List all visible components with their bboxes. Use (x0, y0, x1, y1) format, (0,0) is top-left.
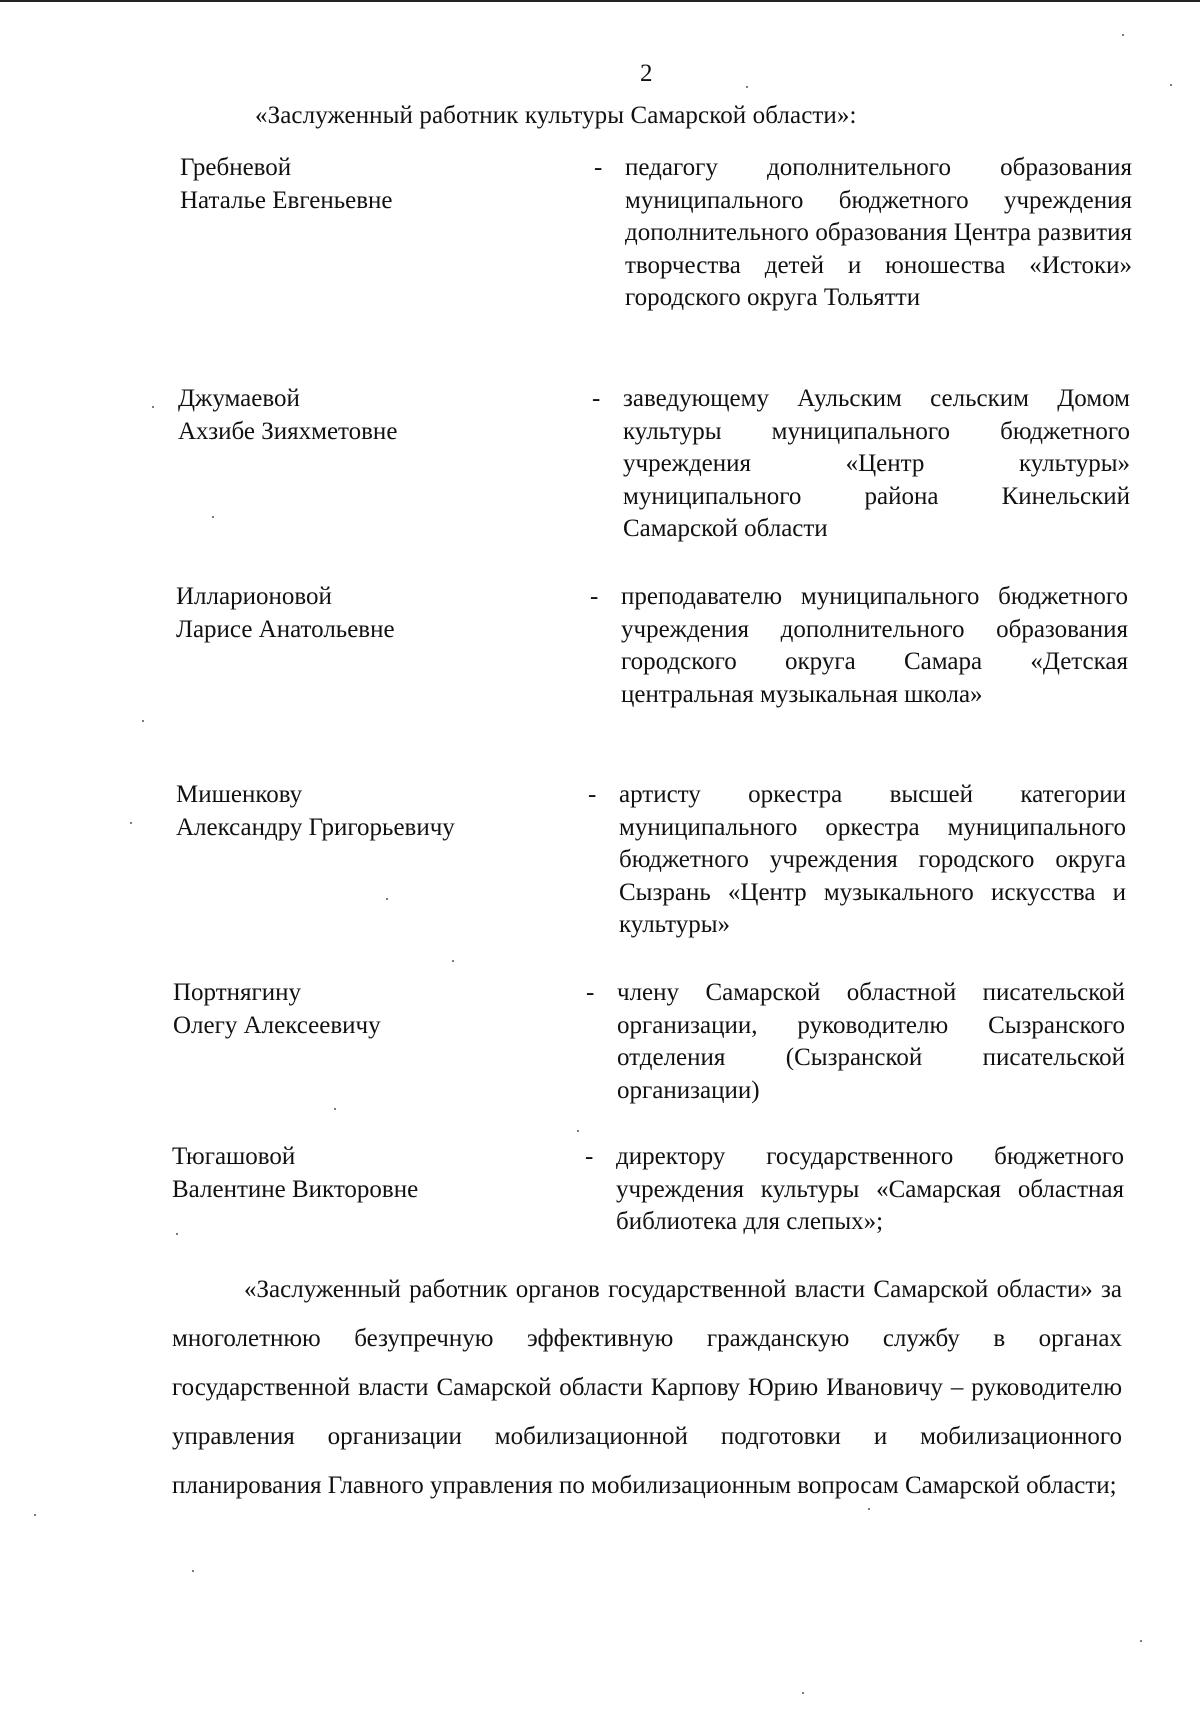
closing-paragraph: «Заслуженный работник органов государственной власти Самарской области» за многолетнюю безупречную эффективную гражданскую службу в органах государственной власти Самарской области Карпову Юрию Ивановичу – руководителю управления организации мобилизационной подготовки и мобилизационного планирования Главного управления по мобилизационным вопросам Самарской области; (172, 1276, 1122, 1499)
scan-speck (1170, 84, 1172, 86)
scan-speck (142, 720, 144, 722)
awardee-surname: Гребневой (180, 154, 292, 181)
awardee-position: преподавателю муниципального бюджетного учреждения дополнительного образования городского округа Самара «Детская центральная музыкальная школа» (621, 583, 1128, 708)
scan-speck (577, 1130, 579, 1132)
awardee-name (173, 977, 553, 1042)
scan-speck (386, 898, 388, 900)
entry-dash: - (585, 1143, 594, 1170)
awardee-surname: Джумаевой (178, 385, 300, 412)
awardee-name (176, 779, 556, 844)
awardee-position: педагогу дополнительного образования муниципального бюджетного учреждения дополнительного образования Центра развития творчества детей и юношества «Истоки» городского округа Тольятти (625, 154, 1132, 311)
awardee-given-names: Валентине Викторовне (172, 1175, 419, 1203)
entry-dash: - (586, 979, 595, 1006)
entry-dash: - (592, 385, 601, 412)
scan-speck (130, 822, 132, 824)
scan-speck (176, 1233, 178, 1235)
awardee-surname: Мишенкову (176, 781, 303, 808)
awardee-surname: Илларионовой (176, 583, 332, 610)
scan-speck (152, 406, 154, 408)
awardee-position: директору государственного бюджетного учреждения культуры «Самарская областная библиотека для слепых»; (616, 1143, 1124, 1235)
entry-dash: - (594, 154, 603, 181)
scan-speck (452, 960, 454, 962)
scan-speck (334, 1108, 336, 1110)
scan-speck (212, 516, 214, 518)
awardee-name (176, 581, 556, 646)
scan-speck (192, 1570, 194, 1572)
awardee-given-names: Ахзибе Зияхметовне (178, 417, 398, 445)
awardee-name (178, 383, 558, 448)
awardee-position: заведующему Аульским сельским Домом культуры муниципального бюджетного учреждения «Центр культуры» муниципального района Кинельский Самарской области (623, 385, 1130, 542)
awardee-given-names: Ларисе Анатольевне (176, 615, 395, 643)
scan-speck (1140, 1640, 1142, 1642)
scan-speck (746, 86, 748, 88)
scan-speck (34, 1514, 36, 1516)
awardee-name (180, 152, 560, 217)
awardee-position: члену Самарской областной писательской организации, руководителю Сызранского отделения (Сызранской писательской организации) (617, 979, 1125, 1104)
awardee-given-names: Александру Григорьевичу (176, 813, 455, 841)
top-edge-rule (0, 0, 1200, 2)
awardee-surname: Тюгашовой (172, 1143, 296, 1170)
awardee-surname: Портнягину (173, 979, 302, 1006)
awardee-name (172, 1141, 552, 1206)
entry-dash: - (588, 781, 597, 808)
awardee-position: артисту оркестра высшей категории муниципального оркестра муниципального бюджетного учреждения городского округа Сызрань «Центр музыкального искусства и культуры» (619, 781, 1126, 938)
awardee-given-names: Олегу Алексеевичу (173, 1011, 381, 1039)
page-number: 2 (640, 60, 653, 87)
scan-speck (1122, 34, 1124, 36)
award-title-heading: «Заслуженный работник культуры Самарской области»: (255, 102, 857, 129)
scan-speck (802, 1692, 804, 1694)
scan-speck (868, 1508, 870, 1510)
awardee-given-names: Наталье Евгеньевне (180, 186, 393, 214)
entry-dash: - (590, 583, 599, 610)
